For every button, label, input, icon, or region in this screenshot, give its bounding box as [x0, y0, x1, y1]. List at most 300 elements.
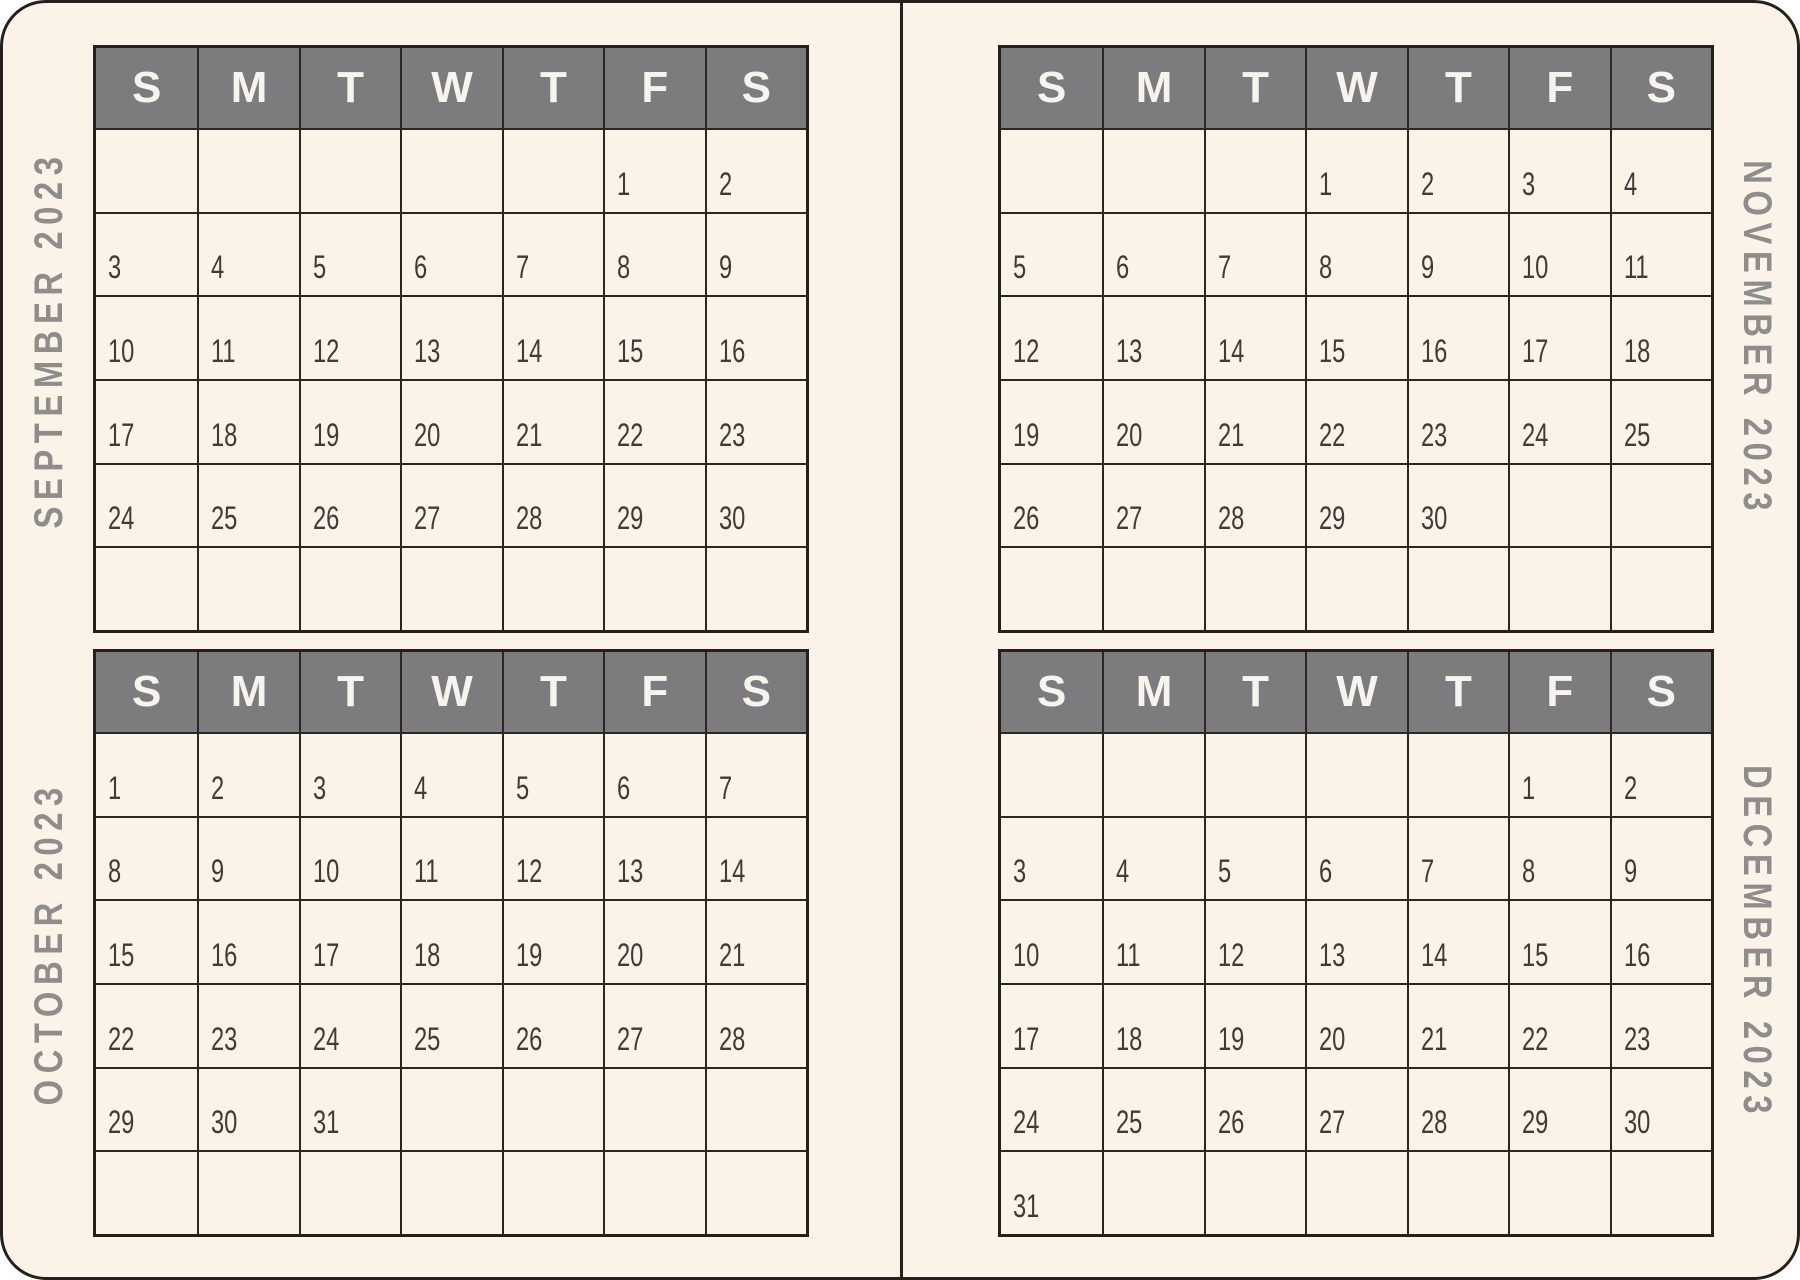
day-number: 18 [1116, 1020, 1143, 1057]
day-cell-empty [1305, 1150, 1406, 1234]
day-cell [1407, 128, 1508, 212]
day-number: 29 [1319, 500, 1346, 537]
day-cell-empty [603, 1067, 704, 1151]
weekday-header: W [400, 652, 501, 732]
day-cell [1001, 899, 1102, 983]
calendar-grid [1001, 128, 1711, 630]
day-cell [1407, 463, 1508, 547]
day-number: 15 [108, 936, 135, 973]
day-cell [603, 128, 704, 212]
day-cell [1001, 379, 1102, 463]
day-number: 12 [1013, 332, 1040, 369]
day-number: 15 [617, 332, 644, 369]
day-number: 6 [1116, 249, 1130, 286]
day-cell [1610, 983, 1711, 1067]
month-label-text: SEPTEMBER 2023 [26, 149, 71, 529]
day-number: 9 [1420, 249, 1434, 286]
day-number: 2 [1623, 769, 1637, 806]
day-cell [1610, 295, 1711, 379]
weekday-header: T [502, 48, 603, 128]
day-cell [1305, 379, 1406, 463]
day-cell-empty [400, 546, 501, 630]
day-cell [400, 463, 501, 547]
day-cell [705, 899, 806, 983]
day-number: 27 [617, 1020, 644, 1057]
day-cell [197, 463, 298, 547]
weekday-header: T [299, 48, 400, 128]
day-cell [299, 463, 400, 547]
day-cell-empty [1204, 546, 1305, 630]
day-number: 18 [1623, 332, 1650, 369]
day-cell [1407, 212, 1508, 296]
day-number: 5 [312, 249, 327, 286]
day-number: 20 [1116, 416, 1143, 453]
day-cell [1204, 379, 1305, 463]
day-cell [705, 128, 806, 212]
day-cell-empty [502, 1067, 603, 1151]
day-number: 4 [211, 249, 225, 286]
weekday-header: M [197, 48, 298, 128]
day-cell [1102, 295, 1203, 379]
day-number: 1 [108, 769, 122, 806]
day-number: 14 [718, 853, 745, 890]
day-number: 8 [108, 853, 122, 890]
day-cell [299, 295, 400, 379]
day-cell-empty [1407, 546, 1508, 630]
day-number: 8 [617, 249, 631, 286]
day-cell [1508, 816, 1609, 900]
day-number: 14 [1217, 332, 1245, 369]
day-number: 25 [1623, 416, 1650, 453]
month-label-text: DECEMBER 2023 [1735, 765, 1780, 1121]
day-cell-empty [1102, 128, 1203, 212]
calendar-december [998, 649, 1714, 1237]
day-number: 24 [1013, 1104, 1040, 1141]
day-cell [400, 816, 501, 900]
day-number: 26 [1217, 1104, 1245, 1141]
calendar-september [93, 45, 809, 633]
day-cell [1508, 1067, 1609, 1151]
day-number: 11 [211, 332, 237, 369]
day-cell [1001, 463, 1102, 547]
day-number: 4 [1623, 165, 1637, 202]
day-cell [197, 983, 298, 1067]
day-cell-empty [197, 1150, 298, 1234]
day-number: 5 [1217, 853, 1232, 890]
day-cell [299, 816, 400, 900]
weekday-header: W [1305, 48, 1406, 128]
weekday-header: W [1305, 652, 1406, 732]
weekday-header-row [1001, 652, 1711, 732]
day-cell [1305, 128, 1406, 212]
day-number: 5 [1013, 249, 1027, 286]
day-cell [1001, 1150, 1102, 1234]
day-cell [1508, 379, 1609, 463]
calendar-grid [96, 128, 806, 630]
day-cell [705, 212, 806, 296]
day-cell [96, 732, 197, 816]
weekday-header: T [1204, 48, 1305, 128]
day-cell [1610, 379, 1711, 463]
day-number: 11 [1623, 249, 1649, 286]
day-number: 19 [312, 416, 340, 453]
day-number: 31 [312, 1104, 340, 1141]
day-number: 3 [312, 769, 327, 806]
day-cell [1102, 1067, 1203, 1151]
day-cell-empty [1407, 732, 1508, 816]
day-number: 1 [1522, 769, 1536, 806]
day-cell [197, 899, 298, 983]
day-cell [197, 379, 298, 463]
day-number: 13 [1116, 332, 1143, 369]
weekday-header: W [400, 48, 501, 128]
day-number: 21 [718, 936, 745, 973]
day-number: 13 [1319, 936, 1346, 973]
day-cell [1407, 983, 1508, 1067]
day-number: 17 [108, 416, 135, 453]
day-number: 29 [617, 500, 644, 537]
day-number: 10 [1013, 936, 1040, 973]
day-number: 17 [312, 936, 340, 973]
day-cell [502, 816, 603, 900]
weekday-header: S [1610, 48, 1711, 128]
calendar-november [998, 45, 1714, 633]
day-cell [1102, 379, 1203, 463]
day-cell-empty [96, 1150, 197, 1234]
day-number: 20 [1319, 1020, 1346, 1057]
page-divider [900, 3, 903, 1277]
day-number: 7 [718, 769, 732, 806]
day-cell [1001, 816, 1102, 900]
weekday-header: F [1508, 652, 1609, 732]
day-cell [603, 899, 704, 983]
weekday-header: S [1037, 63, 1067, 112]
day-number: 16 [1623, 936, 1650, 973]
weekday-header: T [502, 652, 603, 732]
day-cell [400, 732, 501, 816]
day-cell [502, 212, 603, 296]
day-number: 27 [1116, 500, 1143, 537]
day-cell [1001, 983, 1102, 1067]
weekday-header-row [96, 652, 806, 732]
day-number: 24 [108, 500, 135, 537]
day-cell-empty [1305, 732, 1406, 816]
day-number: 25 [414, 1020, 441, 1057]
day-cell [1508, 212, 1609, 296]
day-cell-empty [197, 546, 298, 630]
day-number: 30 [1420, 500, 1448, 537]
day-cell [197, 816, 298, 900]
day-cell [1305, 212, 1406, 296]
day-cell-empty [1001, 546, 1102, 630]
day-cell [1610, 1067, 1711, 1151]
weekday-header: T [1204, 652, 1305, 732]
day-cell [1102, 983, 1203, 1067]
day-cell-empty [1407, 1150, 1508, 1234]
weekday-header: S [132, 63, 162, 112]
day-number: 3 [108, 249, 122, 286]
day-cell-empty [1508, 546, 1609, 630]
day-cell-empty [1610, 1150, 1711, 1234]
day-cell-empty [96, 128, 197, 212]
weekday-header: F [1508, 48, 1609, 128]
calendar-grid [96, 732, 806, 1234]
month-label-text: OCTOBER 2023 [26, 780, 71, 1106]
day-number: 22 [617, 416, 644, 453]
day-number: 29 [1522, 1104, 1549, 1141]
day-number: 22 [108, 1020, 135, 1057]
day-cell-empty [1102, 1150, 1203, 1234]
day-cell [96, 379, 197, 463]
day-cell [1610, 128, 1711, 212]
weekday-header-row [1001, 48, 1711, 128]
day-number: 27 [1319, 1104, 1346, 1141]
day-cell [1407, 899, 1508, 983]
day-number: 26 [312, 500, 340, 537]
day-cell [603, 212, 704, 296]
day-cell-empty [1305, 546, 1406, 630]
day-number: 3 [1522, 165, 1536, 202]
day-cell-empty [603, 546, 704, 630]
day-number: 11 [414, 853, 439, 890]
day-number: 7 [1420, 853, 1434, 890]
day-number: 1 [617, 165, 631, 202]
day-cell [299, 1067, 400, 1151]
day-cell [705, 816, 806, 900]
day-number: 30 [1623, 1104, 1650, 1141]
day-cell-empty [705, 546, 806, 630]
day-cell [603, 379, 704, 463]
day-cell [1204, 212, 1305, 296]
weekday-header: M [1102, 652, 1203, 732]
day-number: 21 [515, 416, 543, 453]
day-number: 15 [1522, 936, 1549, 973]
day-number: 18 [211, 416, 238, 453]
day-cell [705, 295, 806, 379]
weekday-header: S [1037, 667, 1067, 716]
day-cell [1508, 732, 1609, 816]
day-cell [1508, 899, 1609, 983]
day-number: 30 [718, 500, 745, 537]
day-number: 25 [1116, 1104, 1143, 1141]
day-cell-empty [502, 1150, 603, 1234]
day-cell [1001, 212, 1102, 296]
weekday-header: F [603, 48, 704, 128]
day-cell-empty [197, 128, 298, 212]
day-number: 17 [1522, 332, 1549, 369]
day-number: 23 [718, 416, 745, 453]
day-cell [1204, 899, 1305, 983]
day-cell [197, 732, 298, 816]
day-cell [1508, 295, 1609, 379]
day-number: 27 [414, 500, 441, 537]
day-cell-empty [400, 1067, 501, 1151]
day-cell-empty [1204, 1150, 1305, 1234]
day-cell [299, 732, 400, 816]
day-number: 31 [1013, 1187, 1040, 1224]
day-number: 10 [312, 853, 340, 890]
day-cell [1610, 899, 1711, 983]
day-number: 14 [515, 332, 543, 369]
day-cell [1305, 816, 1406, 900]
day-number: 19 [515, 936, 543, 973]
day-cell [502, 379, 603, 463]
day-number: 2 [718, 165, 732, 202]
day-cell [197, 1067, 298, 1151]
day-number: 23 [1623, 1020, 1650, 1057]
day-cell [705, 732, 806, 816]
day-cell [1102, 899, 1203, 983]
calendar-grid [1001, 732, 1711, 1234]
month-label-september [19, 19, 79, 659]
day-cell [1204, 816, 1305, 900]
day-number: 21 [1217, 416, 1245, 453]
day-number: 21 [1420, 1020, 1448, 1057]
weekday-header: S [1610, 652, 1711, 732]
day-number: 28 [1420, 1104, 1448, 1141]
day-cell [603, 463, 704, 547]
day-cell [1001, 295, 1102, 379]
day-cell [1001, 1067, 1102, 1151]
day-cell-empty [603, 1150, 704, 1234]
day-number: 13 [617, 853, 644, 890]
day-cell [1102, 816, 1203, 900]
day-number: 16 [1420, 332, 1448, 369]
day-cell [603, 295, 704, 379]
day-number: 28 [718, 1020, 745, 1057]
day-cell-empty [1102, 546, 1203, 630]
day-number: 20 [617, 936, 644, 973]
month-label-text: NOVEMBER 2023 [1735, 160, 1780, 518]
day-cell [299, 212, 400, 296]
day-number: 12 [1217, 936, 1245, 973]
day-cell-empty [1204, 732, 1305, 816]
day-cell-empty [1508, 463, 1609, 547]
day-cell [400, 295, 501, 379]
day-number: 6 [617, 769, 631, 806]
day-cell [96, 212, 197, 296]
day-cell [1305, 1067, 1406, 1151]
day-number: 6 [1319, 853, 1333, 890]
month-label-october [19, 623, 79, 1263]
weekday-header: F [603, 652, 704, 732]
day-cell [1305, 983, 1406, 1067]
day-cell [1407, 1067, 1508, 1151]
day-cell [1204, 463, 1305, 547]
day-cell [1407, 379, 1508, 463]
day-number: 8 [1319, 249, 1333, 286]
day-cell-empty [299, 128, 400, 212]
day-number: 4 [1116, 853, 1130, 890]
day-cell [1305, 295, 1406, 379]
day-number: 13 [414, 332, 441, 369]
day-number: 22 [1522, 1020, 1549, 1057]
day-cell [1610, 212, 1711, 296]
day-cell [502, 983, 603, 1067]
day-cell [502, 899, 603, 983]
day-number: 28 [1217, 500, 1245, 537]
day-number: 29 [108, 1104, 135, 1141]
day-number: 25 [211, 500, 238, 537]
day-cell [1610, 732, 1711, 816]
day-number: 19 [1217, 1020, 1245, 1057]
day-cell [1610, 816, 1711, 900]
day-number: 12 [312, 332, 340, 369]
day-cell-empty [1001, 732, 1102, 816]
day-number: 10 [1522, 249, 1549, 286]
day-number: 19 [1013, 416, 1040, 453]
day-number: 18 [414, 936, 441, 973]
day-number: 6 [414, 249, 428, 286]
day-number: 1 [1319, 165, 1333, 202]
day-number: 2 [211, 769, 225, 806]
day-number: 7 [515, 249, 529, 286]
day-number: 7 [1217, 249, 1232, 286]
calendar-october [93, 649, 809, 1237]
day-number: 8 [1522, 853, 1536, 890]
day-number: 26 [515, 1020, 543, 1057]
day-number: 22 [1319, 416, 1346, 453]
day-cell [96, 1067, 197, 1151]
day-number: 3 [1013, 853, 1027, 890]
day-cell [1204, 1067, 1305, 1151]
day-cell [1305, 463, 1406, 547]
day-cell-empty [96, 546, 197, 630]
day-cell [400, 899, 501, 983]
day-number: 16 [718, 332, 745, 369]
day-cell-empty [299, 546, 400, 630]
day-cell [502, 295, 603, 379]
day-cell-empty [1610, 546, 1711, 630]
day-cell [603, 816, 704, 900]
day-cell [705, 379, 806, 463]
day-number: 26 [1013, 500, 1040, 537]
day-cell-empty [400, 1150, 501, 1234]
day-number: 15 [1319, 332, 1346, 369]
day-cell [299, 379, 400, 463]
month-label-november [1727, 19, 1787, 659]
day-number: 28 [515, 500, 543, 537]
day-cell [400, 983, 501, 1067]
day-cell [502, 732, 603, 816]
day-cell [1407, 816, 1508, 900]
day-number: 9 [211, 853, 225, 890]
day-cell-empty [705, 1150, 806, 1234]
day-cell [1508, 983, 1609, 1067]
day-cell-empty [1102, 732, 1203, 816]
weekday-header: T [299, 652, 400, 732]
weekday-header: S [705, 652, 806, 732]
day-number: 23 [1420, 416, 1448, 453]
day-number: 5 [515, 769, 529, 806]
day-cell-empty [299, 1150, 400, 1234]
weekday-header: M [1102, 48, 1203, 128]
day-cell [705, 983, 806, 1067]
weekday-header: M [197, 652, 298, 732]
day-number: 11 [1116, 936, 1142, 973]
day-number: 9 [718, 249, 732, 286]
day-cell [197, 212, 298, 296]
day-cell-empty [400, 128, 501, 212]
day-cell-empty [1508, 1150, 1609, 1234]
day-cell [1204, 983, 1305, 1067]
day-cell [96, 463, 197, 547]
day-cell [299, 899, 400, 983]
day-cell [603, 983, 704, 1067]
day-cell-empty [705, 1067, 806, 1151]
day-cell [1508, 128, 1609, 212]
day-cell-empty [1001, 128, 1102, 212]
